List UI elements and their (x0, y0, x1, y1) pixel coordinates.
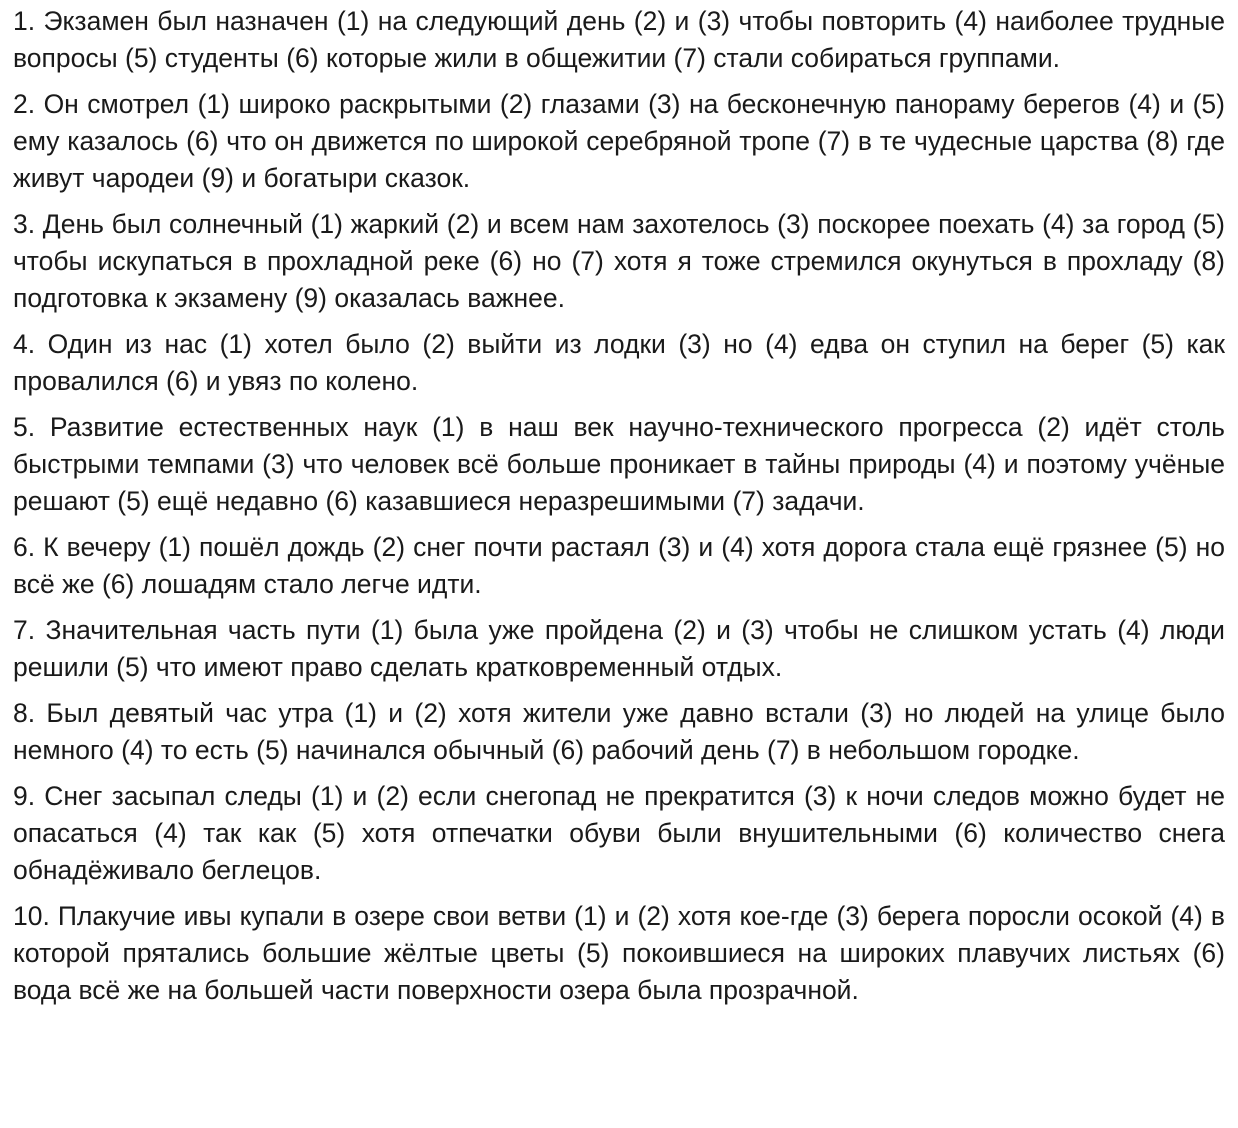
sentence-9: 9. Снег засыпал следы (1) и (2) если снегопад не прекратится (3) к ночи следов можно будет не опасаться (4) так как (5) хотя отпечатки обуви были внушительными (6) количество снега обнадёживало беглецов. (13, 781, 1225, 885)
sentence-7: 7. Значительная часть пути (1) была уже пройдена (2) и (3) чтобы не слишком устать (4) люди решили (5) что имеют право сделать кратковременный отдых. (13, 615, 1225, 682)
sentence-3: 3. День был солнечный (1) жаркий (2) и всем нам захотелось (3) поскорее поехать (4) за город (5) чтобы искупаться в прохладной реке (6) но (7) хотя я тоже стремился окунуться в прохладу (8) подготовка к экзамену (9) оказалась важнее. (13, 209, 1225, 313)
sentence-4: 4. Один из нас (1) хотел было (2) выйти из лодки (3) но (4) едва он ступил на берег (5) как провалился (6) и увяз по колено. (13, 329, 1225, 396)
sentence-8: 8. Был девятый час утра (1) и (2) хотя жители уже давно встали (3) но людей на улице было немного (4) то есть (5) начинался обычный (6) рабочий день (7) в небольшом городке. (13, 698, 1225, 765)
sentence-6: 6. К вечеру (1) пошёл дождь (2) снег почти растаял (3) и (4) хотя дорога стала ещё грязнее (5) но всё же (6) лошадям стало легче идти. (13, 532, 1225, 599)
sentence-10: 10. Плакучие ивы купали в озере свои ветви (1) и (2) хотя кое-где (3) берега поросли осокой (4) в которой прятались большие жёлтые цветы (5) покоившиеся на широких плавучих листьях (6) вода всё же на большей части поверхности озера была прозрачной. (13, 901, 1225, 1005)
exercise-text (13, 3, 1225, 1018)
sentence-5: 5. Развитие естественных наук (1) в наш век научно-технического прогресса (2) идёт столь быстрыми темпами (3) что человек всё больше проникает в тайны природы (4) и поэтому учёные решают (5) ещё недавно (6) казавшиеся неразрешимыми (7) задачи. (13, 412, 1225, 516)
sentence-2: 2. Он смотрел (1) широко раскрытыми (2) глазами (3) на бесконечную панораму берегов (4) и (5) ему казалось (6) что он движется по широкой серебряной тропе (7) в те чудесные царства (8) где живут чародеи (9) и богатыри сказок. (13, 89, 1225, 193)
sentence-1: 1. Экзамен был назначен (1) на следующий день (2) и (3) чтобы повторить (4) наиболее трудные вопросы (5) студенты (6) которые жили в общежитии (7) стали собираться группами. (13, 6, 1225, 73)
